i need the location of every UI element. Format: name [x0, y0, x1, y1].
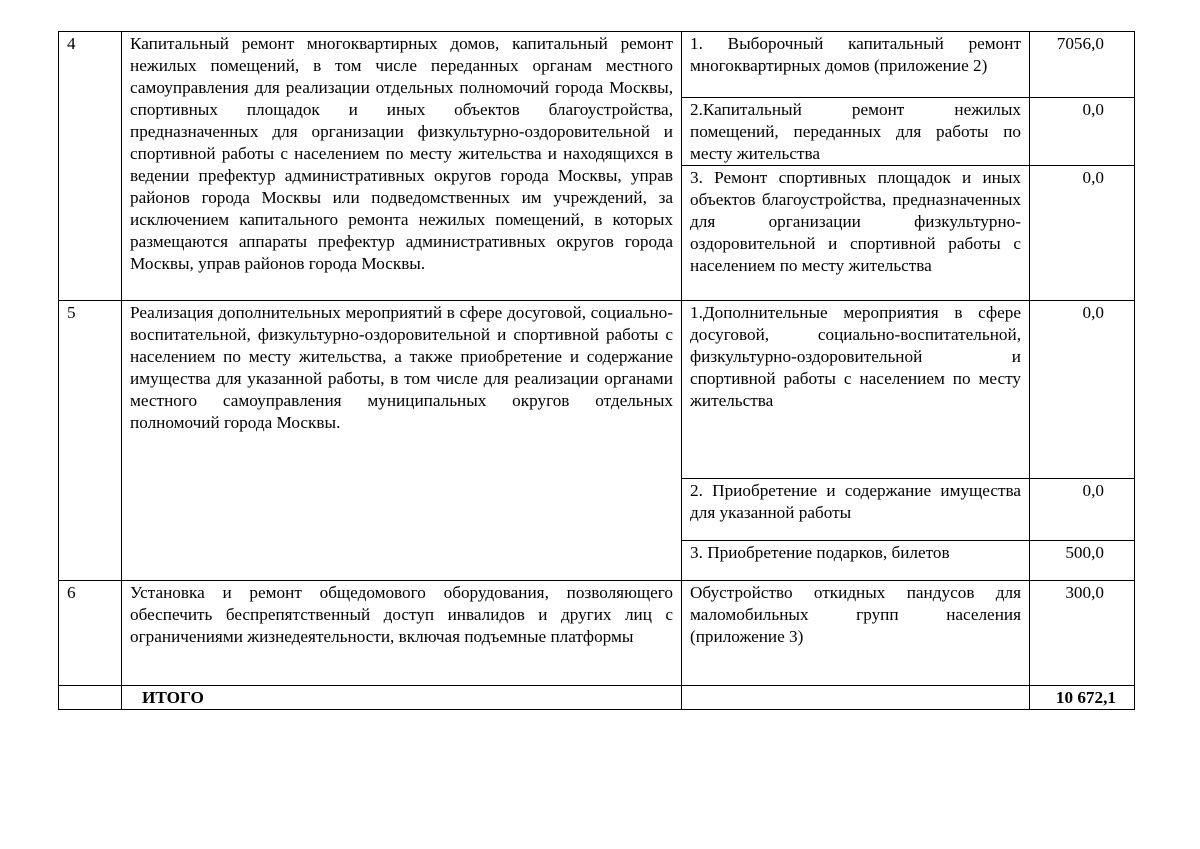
- item-amount: 500,0: [1030, 541, 1135, 581]
- total-empty-cell: [682, 686, 1030, 710]
- item-amount: 300,0: [1030, 581, 1135, 686]
- item-amount: 0,0: [1030, 479, 1135, 541]
- total-empty-cell: [59, 686, 122, 710]
- table-row: [59, 32, 1135, 98]
- row-description: Капитальный ремонт многоквартирных домов, капитальный ремонт нежилых помещений, в том числе переданных органам местного самоуправления для реализации отдельных полномочий города Москвы, спортивных площадок и иных объектов благоустройства, предназначенных для организации физкультурно-оздоровительной и спортивной работы с населением по месту жительства и находящихся в ведении префектур административных округов города Москвы, управ районов города Москвы или подведомственных им учреждений, за исключением капитального ремонта нежилых помещений, в которых размещаются аппараты префектур административных округов города Москвы, управ районов города Москвы.: [122, 32, 682, 301]
- total-label: ИТОГО: [122, 686, 682, 710]
- item-amount: 0,0: [1030, 98, 1135, 166]
- budget-table: [58, 31, 1135, 710]
- item-amount: 7056,0: [1030, 32, 1135, 98]
- row-number: 6: [59, 581, 122, 686]
- table-row: [59, 581, 1135, 686]
- row-description: Реализация дополнительных мероприятий в сфере досуговой, социально-воспитательной, физкультурно-оздоровительной и спортивной работы с населением по месту жительства, а также приобретение и содержание имущества для указанной работы, в том числе для реализации органами местного самоуправления муниципальных округов отдельных полномочий города Москвы.: [122, 301, 682, 581]
- item-amount: 0,0: [1030, 166, 1135, 301]
- item-text: 3. Приобретение подарков, билетов: [682, 541, 1030, 581]
- total-row: [59, 686, 1135, 710]
- row-number: 5: [59, 301, 122, 581]
- item-text: 2. Приобретение и содержание имущества для указанной работы: [682, 479, 1030, 541]
- total-amount: 10 672,1: [1030, 686, 1135, 710]
- row-description: Установка и ремонт общедомового оборудования, позволяющего обеспечить беспрепятственный доступ инвалидов и других лиц с ограничениями жизнедеятельности, включая подъемные платформы: [122, 581, 682, 686]
- row-number: 4: [59, 32, 122, 301]
- table-row: [59, 301, 1135, 479]
- item-text: 1.Дополнительные мероприятия в сфере досуговой, социально-воспитательной, физкультурно-оздоровительной и спортивной работы с населением по месту жительства: [682, 301, 1030, 479]
- item-text: 1. Выборочный капитальный ремонт многоквартирных домов (приложение 2): [682, 32, 1030, 98]
- item-text: Обустройство откидных пандусов для маломобильных групп населения (приложение 3): [682, 581, 1030, 686]
- item-text: 2.Капитальный ремонт нежилых помещений, переданных для работы по месту жительства: [682, 98, 1030, 166]
- item-text: 3. Ремонт спортивных площадок и иных объектов благоустройства, предназначенных для организации физкультурно-оздоровительной и спортивной работы с населением по месту жительства: [682, 166, 1030, 301]
- item-amount: 0,0: [1030, 301, 1135, 479]
